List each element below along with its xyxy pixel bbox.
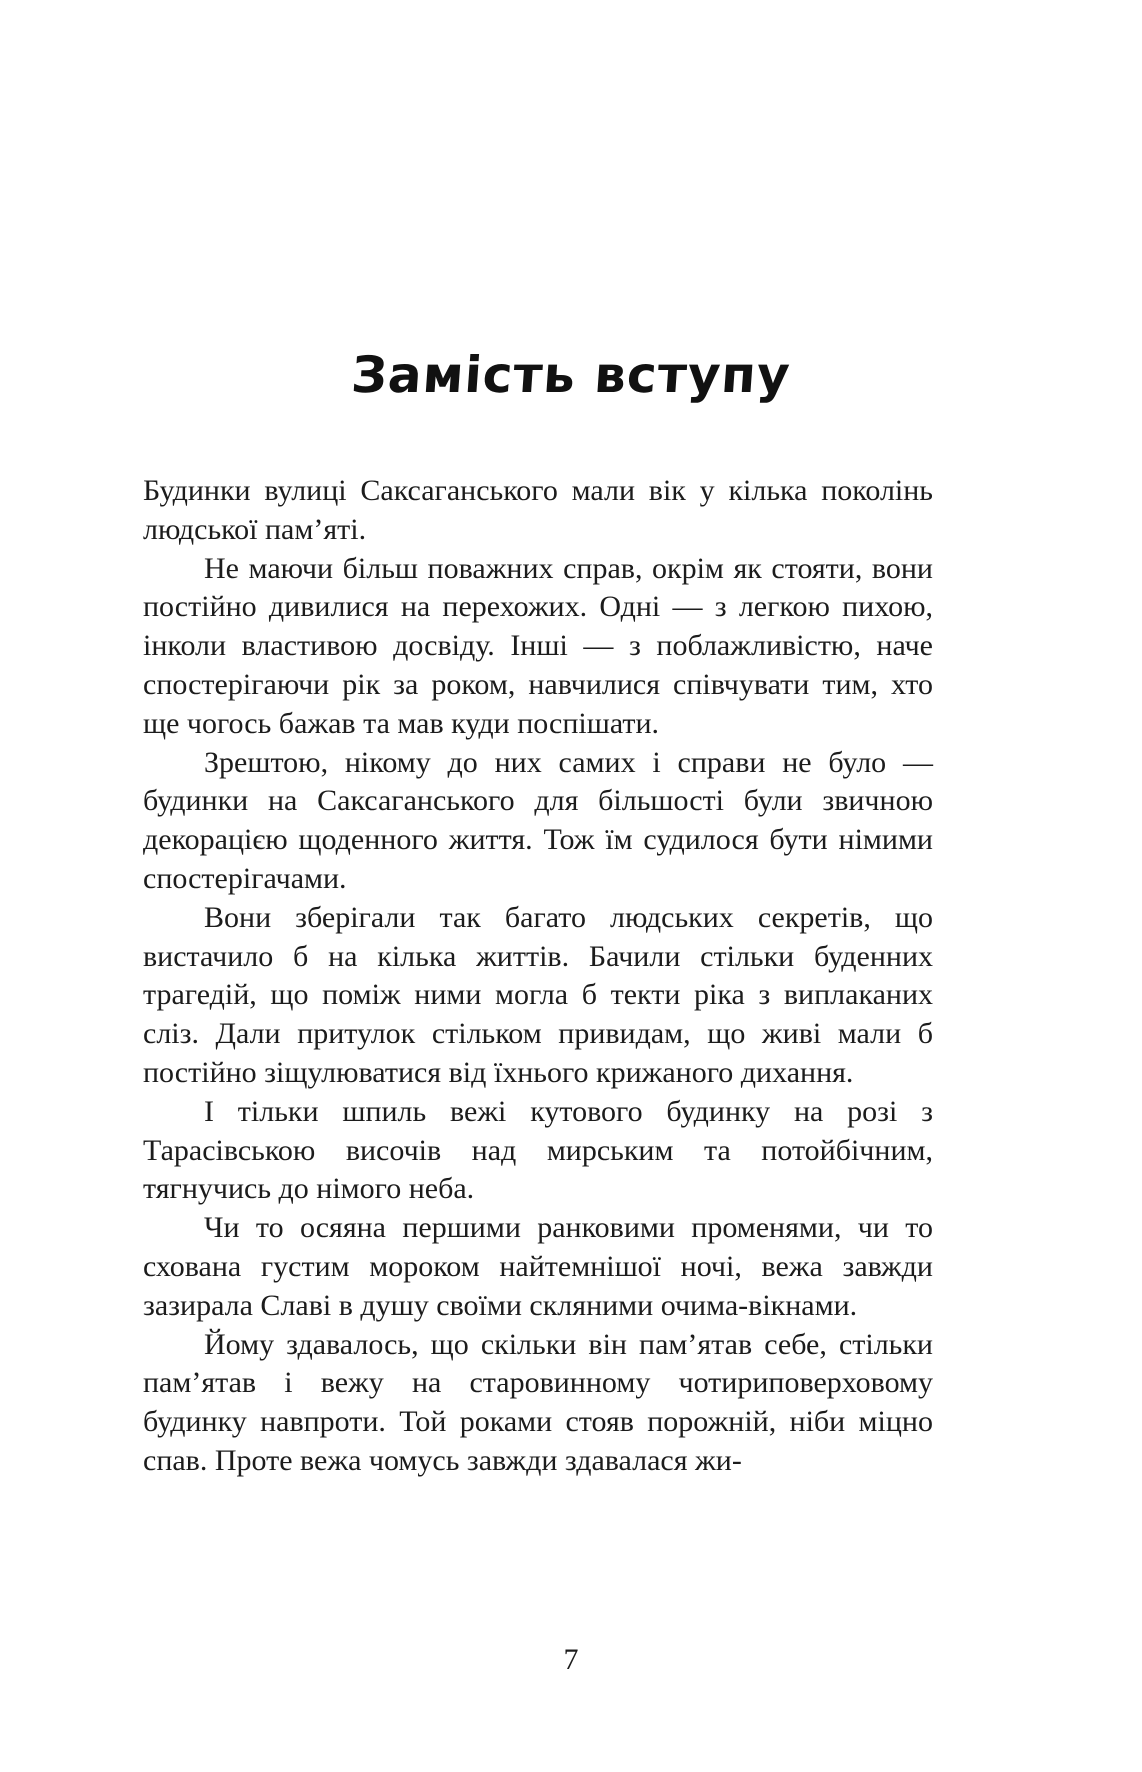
paragraph: Будинки вулиці Саксаганського мали вік у кілька поколінь людської пам’яті. (143, 474, 933, 546)
paragraph: І тільки шпиль вежі кутового будинку на розі з Тарасівською височів над мирським та потойбічним, тягнучись до німого неба. (143, 1094, 933, 1206)
paragraph: Чи то осяяна першими ранковими променями, чи то схована густим мороком найтемнішої ночі, вежа завжди зазирала Славі в душу своїми скляними очима-вікнами. (143, 1211, 933, 1322)
paragraph: Йому здавалось, що скільки він пам’ятав себе, стільки пам’ятав і вежу на старовинному чотириповерховому будинку навпроти. Той роками стояв порожній, ніби міцно спав. Проте вежа чомусь завжди здавалася жи- (143, 1327, 933, 1477)
body-text (143, 472, 933, 1481)
page-number: 7 (563, 1643, 579, 1676)
chapter-title: Замість вступу (349, 346, 793, 404)
paragraph: Зрештою, нікому до них самих і справи не було — будинки на Саксаганського для більшості були звичною декорацією щоденного життя. Тож їм судилося бути німими спостерігачами. (143, 745, 933, 895)
paragraph: Не маючи більш поважних справ, окрім як стояти, вони постійно дивилися на перехожих. Одні — з легкою пихою, інколи властивою досвіду. Інші — з поблажливістю, наче спостерігаючи рік за роком, навчилися співчувати тим, хто ще чогось бажав та мав куди поспішати. (143, 551, 933, 740)
paragraph: Вони зберігали так багато людських секретів, що вистачило б на кілька життів. Бачили стільки буденних трагедій, що поміж ними могла б текти ріка з виплаканих сліз. Дали притулок стільком привидам, що живі мали б постійно зіщулюватися від їхнього крижаного дихання. (143, 900, 933, 1089)
